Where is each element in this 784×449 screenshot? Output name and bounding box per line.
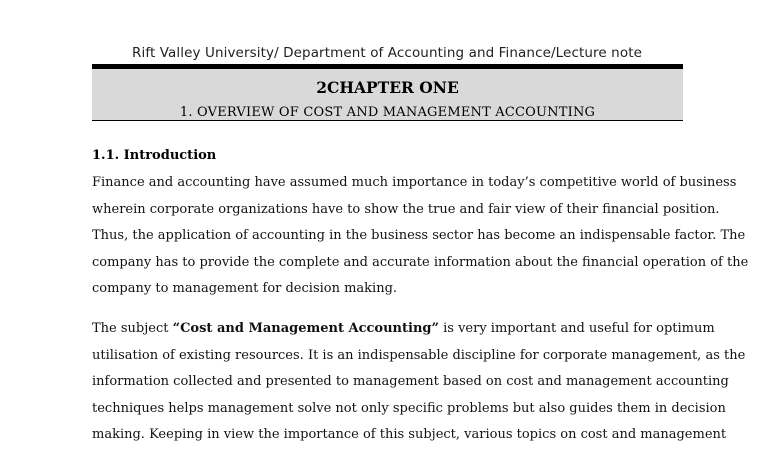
paragraph-line: company to management for decision making. bbox=[92, 281, 398, 297]
paragraph-line bbox=[92, 316, 715, 343]
paragraph-line: utilisation of existing resources. It is an indispensable discipline for corporate management, as the bbox=[92, 347, 746, 363]
paragraph-line: making. Keeping in view the importance of this subject, various topics on cost and management bbox=[92, 427, 727, 443]
paragraph-line: Finance and accounting have assumed much importance in today’s competitive world of business bbox=[92, 175, 737, 190]
paragraph-text: is very important and useful for optimum bbox=[438, 321, 715, 336]
paragraph-line: information collected and presented to management based on cost and management accounting bbox=[92, 374, 729, 390]
chapter-heading-block bbox=[92, 64, 683, 121]
section-heading: 1.1. Introduction bbox=[92, 148, 217, 163]
subject-emphasis: “Cost and Management Accounting” bbox=[172, 321, 439, 336]
paragraph-line: Thus, the application of accounting in the business sector has become an indispensable factor. The bbox=[92, 228, 746, 244]
running-header: Rift Valley University/ Department of Accounting and Finance/Lecture note bbox=[132, 45, 642, 61]
paragraph-line: wherein corporate organizations have to show the true and fair view of their financial position. bbox=[92, 201, 720, 217]
chapter-subtitle: 1. OVERVIEW OF COST AND MANAGEMENT ACCOUNTING bbox=[179, 105, 596, 120]
paragraph-introduction bbox=[92, 170, 749, 303]
paragraph-text: The subject bbox=[92, 321, 173, 336]
paragraph-line: techniques helps management solve not only specific problems but also guides them in decision bbox=[92, 400, 726, 416]
paragraph-line: company has to provide the complete and accurate information about the financial operation of the bbox=[92, 254, 749, 270]
chapter-title: 2CHAPTER ONE bbox=[316, 78, 459, 97]
paragraph-subject bbox=[92, 316, 746, 449]
